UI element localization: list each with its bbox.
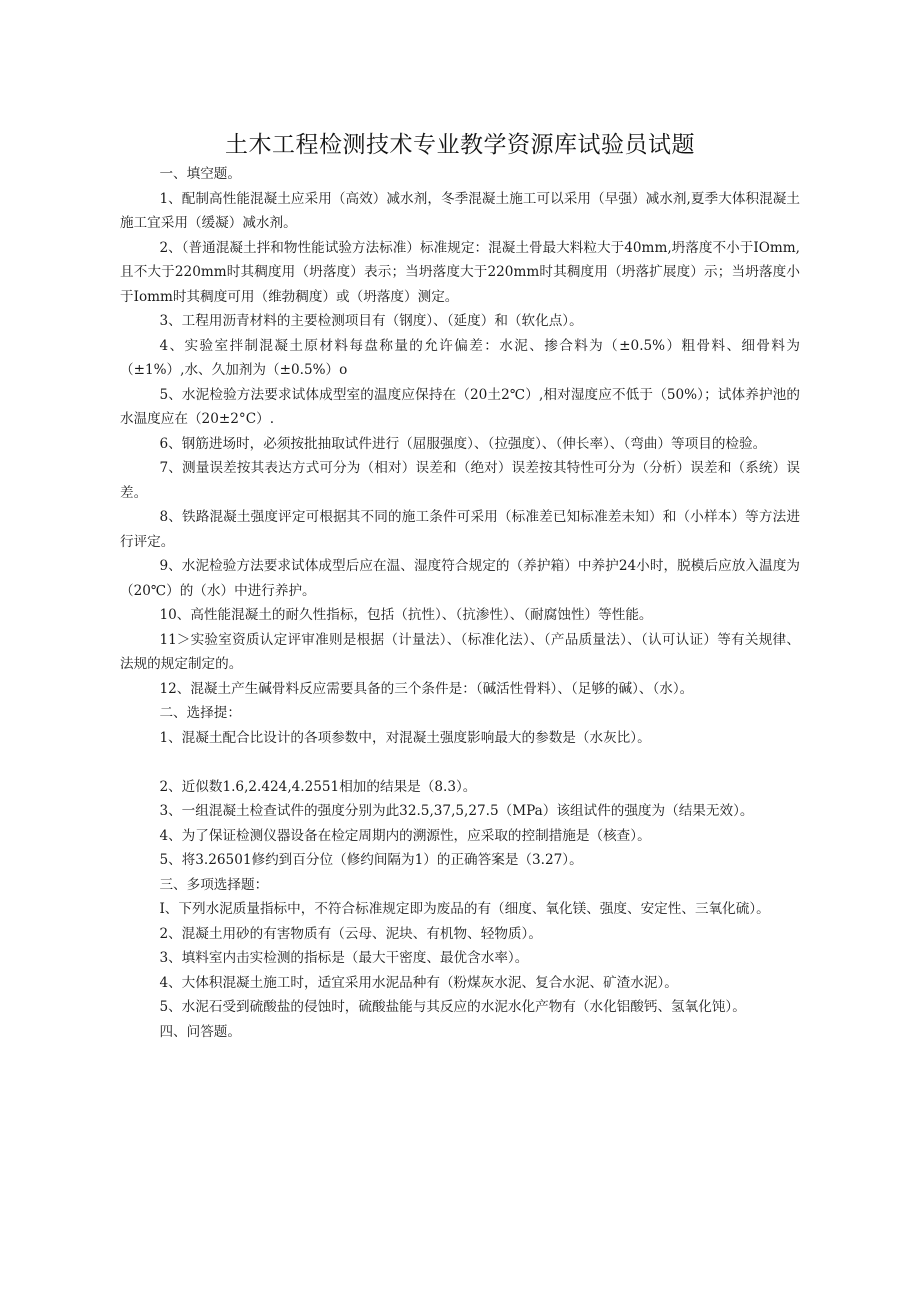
- question-paragraph: 2、混凝土用砂的有害物质有（云母、泥块、有机物、轻物质）。: [159, 925, 542, 942]
- document-title: 土木工程检测技术专业教学资源库试验员试题: [225, 132, 695, 158]
- question-paragraph: 8、铁路混凝土强度评定可根据其不同的施工条件可采用（标准差已知标准差未知）和（小样本）等方法进行评定。: [120, 509, 800, 550]
- question-paragraph: 6、钢筋进场时，必须按批抽取试件进行（屈服强度）、（拉强度）、（伸长率）、（弯曲）等项目的检验。: [159, 435, 767, 452]
- question-paragraph: 5、水泥检验方法要求试体成型室的温度应保持在（20土2℃）,相对湿度应不低于（50%）；试体养护池的水温度应在（20±2°C）.: [120, 386, 800, 427]
- question-paragraph: I、下列水泥质量指标中，不符合标准规定即为废品的有（细度、氧化镁、强度、安定性、三氧化硫）。: [159, 901, 770, 917]
- question-paragraph: 3、填料室内击实检测的指标是（最大干密度、最优含水率）。: [159, 950, 529, 966]
- question-paragraph: 4、实验室拌制混凝土原材料每盘称量的允许偏差：水泥、掺合料为（±0.5%）粗骨料、细骨料为（±1%）,水、久加剂为（±0.5%）o: [120, 337, 800, 378]
- question-paragraph: 10、高性能混凝土的耐久性指标，包括（抗性）、（抗渗性）、（耐腐蚀性）等性能。: [159, 607, 653, 623]
- question-paragraph: 9、水泥检验方法要求试体成型后应在温、湿度符合规定的（养护箱）中养护24小时，脱模后应放入温度为（20℃）的（水）中进行养护。: [120, 558, 800, 599]
- question-paragraph: 4、大体积混凝土施工时，适宜采用水泥品种有（粉煤灰水泥、复合水泥、矿渣水泥）。: [159, 974, 678, 991]
- question-paragraph: 5、将3.26501修约到百分位（修约间隔为1）的正确答案是（3.27）。: [159, 852, 583, 868]
- question-paragraph: 3、一组混凝土检查试件的强度分别为此32.5,37,5,27.5（MPa）该组试件的强度为（结果无效）。: [159, 803, 754, 819]
- document-body: [120, 162, 800, 1044]
- question-paragraph: 5、水泥石受到硫酸盐的侵蚀时，硫酸盐能与其反应的水泥水化产物有（水化铝酸钙、氢氧化饨）。: [159, 999, 746, 1015]
- question-paragraph: 2、近似数1.6,2.424,4.2551相加的结果是（8.3）。: [159, 778, 477, 795]
- section-heading-qa: 四、问答题。: [159, 1023, 241, 1040]
- section-heading-multi-choice: 三、多项选择题：: [159, 876, 269, 893]
- question-paragraph: 4、为了保证检测仪器设备在检定周期内的溯源性，应采取的控制措施是（核查）。: [159, 827, 651, 844]
- question-paragraph: 11＞实验室资质认定评审准则是根据（计量法）、（标准化法）、（产品质量法）、（认可认证）等有关规律、法规的规定制定的。: [120, 631, 800, 672]
- question-paragraph: 3、工程用沥青材料的主要检测项目有（钢度）、（延度）和（软化点）。: [159, 313, 583, 329]
- question-paragraph: 1、混凝土配合比设计的各项参数中，对混凝土强度影响最大的参数是（水灰比）。: [159, 729, 651, 746]
- question-paragraph: 2、（普通混凝土拌和物性能试验方法标准）标准规定：混凝土骨最大料粒大于40mm,坍落度不小于IOmm,且不大于220mm时其稠度用（坍落度）表示；当坍落度大于220mm时其稠度用（坍落扩展度）示；当坍落度小于Iomm时其稠度可用（维勃稠度）或（坍落度）测定。: [120, 239, 800, 305]
- question-paragraph: 1、配制高性能混凝土应采用（高效）减水剂，冬季混凝土施工可以采用（早强）减水剂,夏季大体积混凝土施工宜采用（缓凝）减水剂。: [120, 190, 800, 231]
- question-paragraph: 7、测量误差按其表达方式可分为（相对）误差和（绝对）误差按其特性可分为（分析）误差和（系统）误差。: [120, 460, 800, 501]
- section-heading-choice: 二、选择提：: [159, 705, 241, 721]
- section-heading-fill-blank: 一、填空题。: [159, 166, 241, 182]
- question-paragraph: 12、混凝土产生碱骨料反应需要具备的三个条件是：（碱活性骨料）、（足够的碱）、（水）。: [159, 680, 694, 697]
